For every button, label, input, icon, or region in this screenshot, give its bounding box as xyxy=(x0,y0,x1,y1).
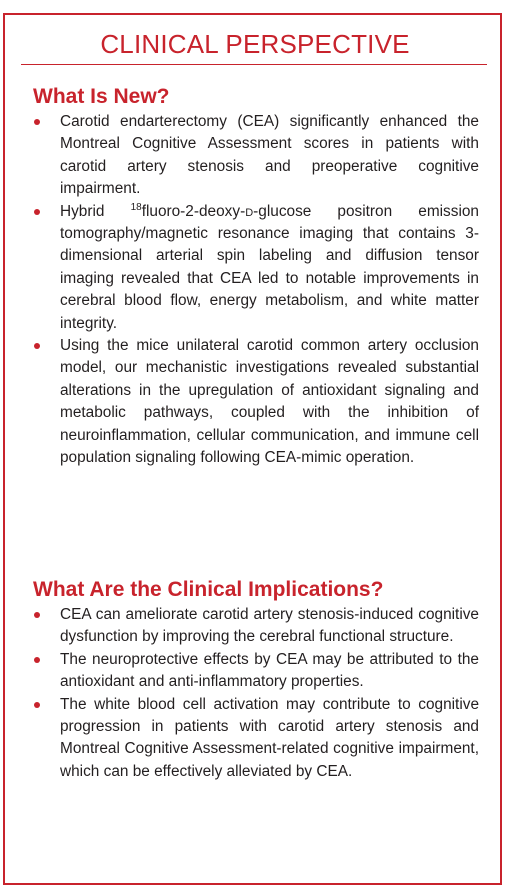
list-item xyxy=(33,201,479,335)
clinical-implications-list xyxy=(33,604,479,783)
what-is-new-list xyxy=(33,111,479,470)
box-title: CLINICAL PERSPECTIVE xyxy=(100,29,410,59)
section-heading-what-is-new: What Is New? xyxy=(33,85,170,108)
list-item xyxy=(33,649,479,694)
bullet-icon xyxy=(34,119,40,125)
bullet-icon xyxy=(34,343,40,349)
list-item xyxy=(33,604,479,649)
list-item-text: The neuroprotective effects by CEA may be attributed to the antioxidant and anti-inflammatory properties. xyxy=(60,650,479,691)
list-item-text: Carotid endarterectomy (CEA) significantly enhanced the Montreal Cognitive Assessment scores in patients with carotid artery stenosis and preoperative cognitive impairment. xyxy=(60,113,479,198)
list-item-text: Using the mice unilateral carotid common artery occlusion model, our mechanistic investigations revealed substantial alterations in the upregulation of antioxidant signaling and metabolic pathways, coupled with the inhibition of neuroinflammation, cellular communication, and immune cell population signaling following CEA-mimic operation. xyxy=(60,337,479,467)
list-item xyxy=(33,694,479,784)
list-item xyxy=(33,111,479,201)
bullet-icon xyxy=(34,612,40,618)
bullet-icon xyxy=(34,702,40,708)
list-item xyxy=(33,335,479,469)
bullet-icon xyxy=(34,657,40,663)
bullet-icon xyxy=(34,209,40,215)
section-heading-clinical-implications: What Are the Clinical Implications? xyxy=(33,578,384,601)
isotope-superscript: 18 xyxy=(130,201,142,213)
list-item-text: CEA can ameliorate carotid artery stenosis-induced cognitive dysfunction by improving the cerebral functional structure. xyxy=(60,606,479,646)
list-item-text: Hybrid $^{18}$fluoro-2-deoxy-d-glucose positron emission tomography/magnetic resonance imaging that contains 3-dimensional arterial spin labeling and diffusion tensor imaging revealed that CEA led to notable improvements in cerebral blood flow, energy metabolism, and white matter integrity. xyxy=(60,201,479,332)
title-divider xyxy=(21,64,487,65)
list-item-text: The white blood cell activation may contribute to cognitive progression in patients with carotid artery stenosis and Montreal Cognitive Assessment-related cognitive impairment, which can be effectively alleviated by CEA. xyxy=(60,695,479,780)
